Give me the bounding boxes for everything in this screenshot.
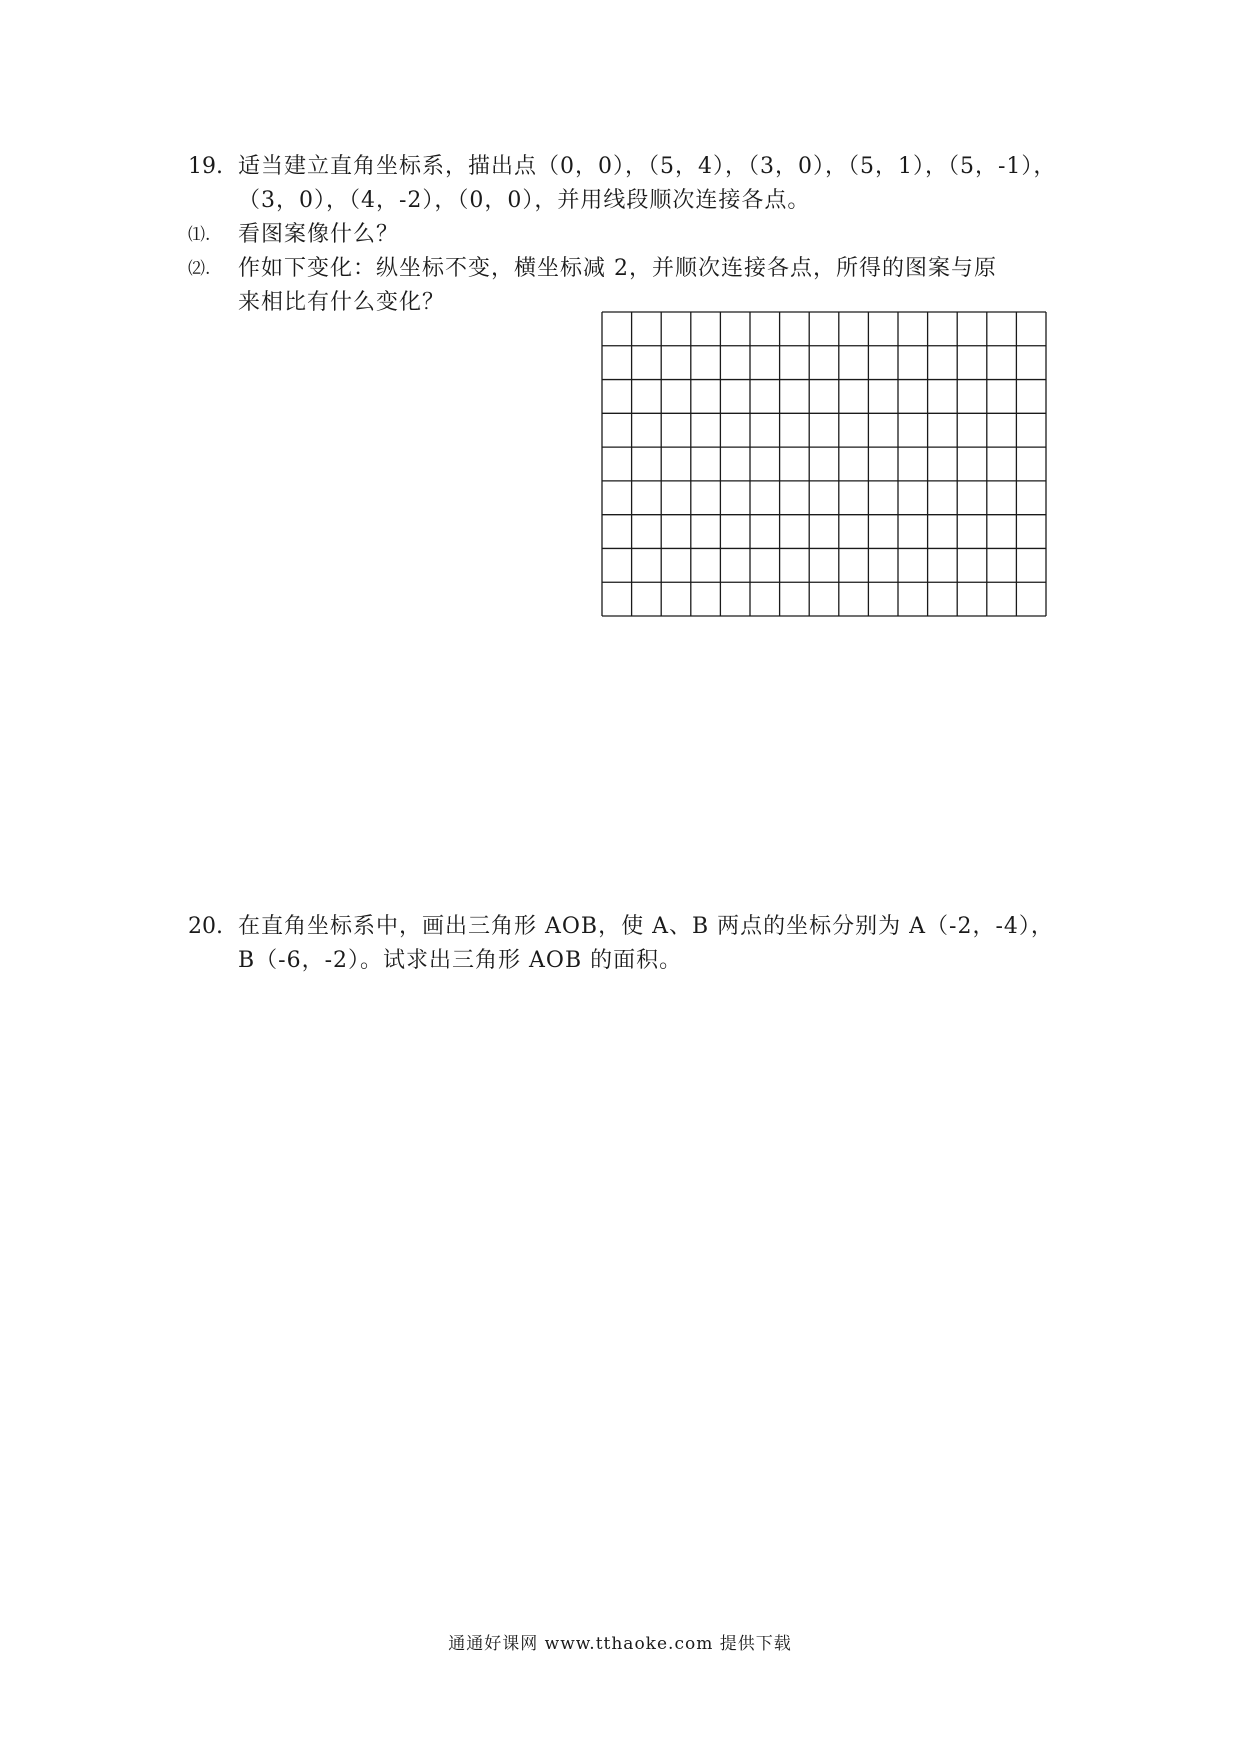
answer-grid bbox=[601, 311, 1047, 617]
question-19-line-1: 适当建立直角坐标系，描出点（0，0），（5，4），（3，0），（5，1），（5，-1）， bbox=[238, 154, 1057, 179]
question-19-part-2-marker: ⑵. bbox=[188, 259, 211, 279]
question-19-line-2: （3，0），（4，-2），（0，0），并用线段顺次连接各点。 bbox=[238, 188, 811, 213]
question-20-number: 20. bbox=[188, 914, 223, 939]
question-19-part-1-text: 看图案像什么？ bbox=[238, 222, 400, 247]
question-19-part-2-line-2: 来相比有什么变化？ bbox=[238, 290, 446, 315]
question-19-part-1-marker: ⑴. bbox=[188, 225, 211, 245]
question-19-part-2-line-1: 作如下变化：纵坐标不变，横坐标减 2，并顺次连接各点，所得的图案与原 bbox=[238, 256, 997, 281]
footer-credit: 通通好课网 www.tthaoke.com 提供下载 bbox=[448, 1634, 792, 1654]
question-20-line-1: 在直角坐标系中，画出三角形 AOB，使 A、B 两点的坐标分别为 A（-2，-4）， bbox=[238, 914, 1054, 939]
question-19-number: 19. bbox=[188, 154, 223, 179]
question-20-line-2: B（-6，-2）。试求出三角形 AOB 的面积。 bbox=[238, 948, 683, 973]
